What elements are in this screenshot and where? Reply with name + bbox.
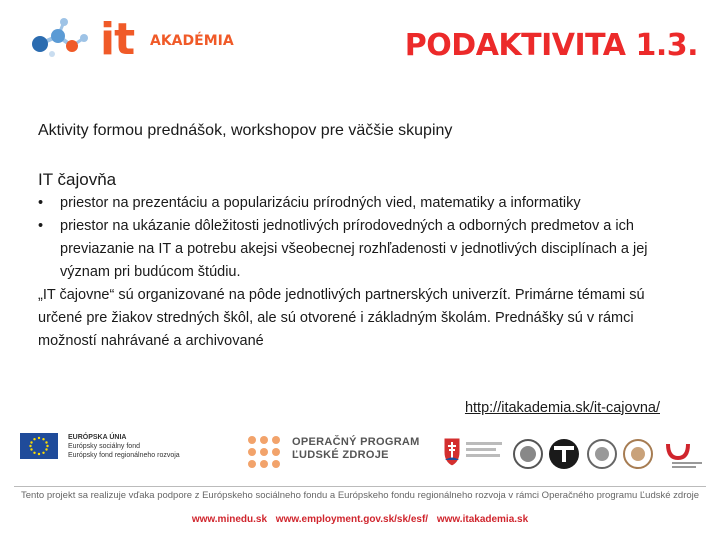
- eu-fund-erdf: Európsky fond regionálneho rozvoja: [68, 452, 180, 459]
- bullet-list: [38, 192, 678, 284]
- bullet-icon: •: [38, 195, 44, 211]
- eu-text: [68, 433, 180, 460]
- op-text: [292, 436, 420, 462]
- partner-logos: [440, 434, 710, 474]
- it-cajovna-link[interactable]: http://itakademia.sk/it-cajovna/: [464, 400, 660, 416]
- tuke-logo-icon: [549, 439, 579, 469]
- bullet-icon: •: [38, 218, 44, 234]
- ministry-text-icon: [466, 442, 502, 445]
- slide-title: PODAKTIVITA 1.3.: [404, 28, 698, 63]
- footer-urls: www.minedu.sk www.employment.gov.sk/sk/esf/ www.itakademia.sk: [191, 514, 529, 525]
- eu-fund-esf: Európsky sociálny fond: [68, 443, 140, 450]
- molecule-icon: [28, 14, 108, 70]
- eu-label: EURÓPSKA ÚNIA: [68, 434, 127, 441]
- footer-logos: [0, 430, 720, 480]
- bullet-item: [38, 192, 678, 215]
- eu-flag-icon: [20, 433, 58, 459]
- slovak-coat-of-arms-icon: [444, 438, 460, 466]
- activity-heading: Aktivity formou prednášok, workshopov pre väčšie skupiny: [38, 122, 453, 139]
- logo-it-text: it: [100, 14, 135, 65]
- description-paragraph: „IT čajovne“ sú organizované na pôde jednotlivých partnerských univerzít. Primárne témami sú určené pre žiakov stredných škôl, ale sú otvorené i základným školám. Prednášky sú v rámci možností nahrávané a archivované: [38, 287, 645, 349]
- umb-logo-icon: [668, 444, 702, 468]
- bullet-item: [38, 215, 678, 284]
- it-akademia-logo: [28, 14, 234, 70]
- footer-divider: [14, 486, 706, 487]
- logo-akademia-text: AKADÉMIA: [150, 33, 234, 49]
- section-title: IT čajovňa: [38, 170, 117, 189]
- bullet-text: priestor na prezentáciu a popularizáciu prírodných vied, matematiky a informatiky: [60, 195, 581, 211]
- op-dots-icon: [246, 434, 286, 474]
- content-body: [38, 192, 678, 353]
- op-line-2: ĽUDSKÉ ZDROJE: [292, 449, 389, 461]
- footer-note: Tento projekt sa realizuje vďaka podpore z Európskeho sociálneho fondu a Európskeho fondu regionálneho rozvoja v rámci Operačného programu Ľudské zdroje: [20, 490, 700, 501]
- bullet-text: priestor na ukázanie dôležitosti jednotlivých prírodovedných a odborných predmetov a ich previazanie na IT a potrebu akejsi všeobecnej rozhľadenosti v jednotlivých disciplínach a jej význam pri budúcom štúdiu.: [60, 218, 648, 280]
- op-line-1: OPERAČNÝ PROGRAM: [292, 436, 420, 448]
